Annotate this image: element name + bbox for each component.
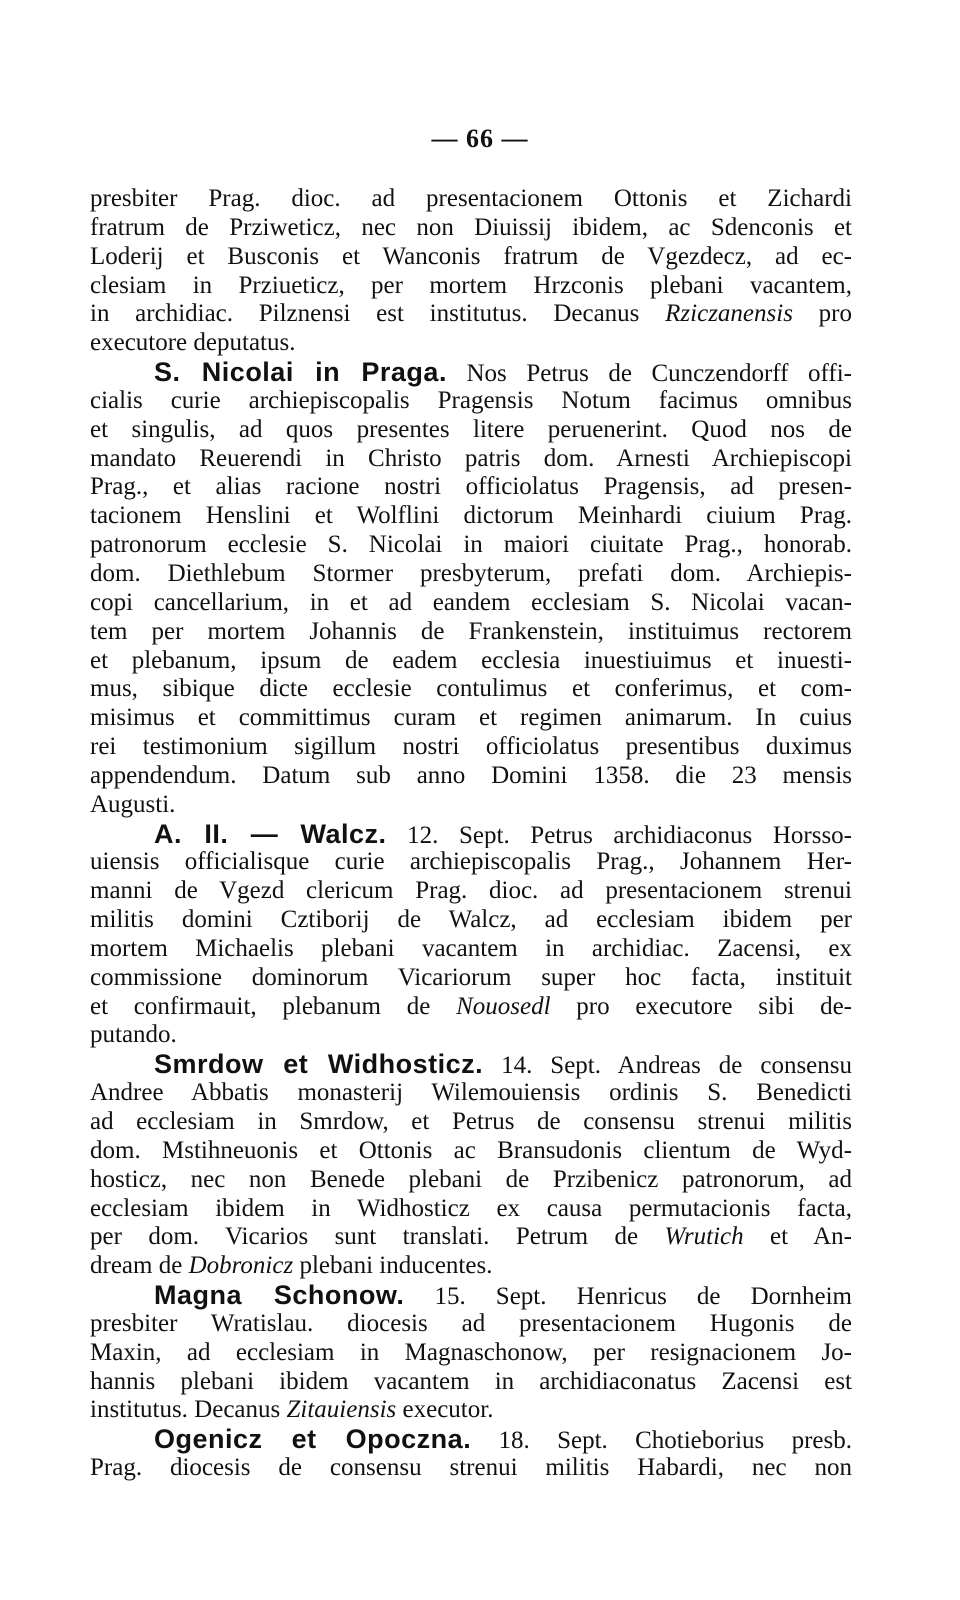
text-line: rei testimonium sigillum nostri officiolatus presentibus duximus — [90, 733, 852, 761]
page-body — [90, 185, 852, 1483]
text-line: copi cancellarium, in et ad eandem ecclesiam S. Nicolai vacan- — [90, 588, 852, 616]
text-line: et plebanum, ipsum de eadem ecclesia inuestiuimus et inuesti- — [90, 646, 852, 674]
text-line: presbiter Wratislau. diocesis ad presentacionem Hugonis de — [90, 1309, 852, 1337]
text-line: tem per mortem Johannis de Frankenstein, instituimus rectorem — [90, 617, 852, 645]
entry-line: A. II. — Walcz. 12. Sept. Petrus archidiaconus Horsso- — [154, 819, 852, 849]
text-line: mus, sibique dicte ecclesie contulimus et conferimus, et com- — [90, 675, 852, 703]
text-line: et singulis, ad quos presentes litere peruenerint. Quod nos de — [90, 415, 852, 443]
text-line: executore deputatus. — [90, 329, 296, 357]
text-line: Loderij et Busconis et Wanconis fratrum de Vgezdecz, ad ec- — [90, 242, 852, 270]
text-line: Andree Abbatis monasterij Wilemouiensis ordinis S. Benedicti — [90, 1079, 852, 1107]
italic-name: Dobronicz — [188, 1252, 294, 1280]
text-line: appendendum. Datum sub anno Domini 1358. die 23 mensis — [90, 761, 852, 789]
text-line: hannis plebani ibidem vacantem in archidiaconatus Zacensi est — [90, 1367, 852, 1395]
page-number: — 66 — — [431, 124, 529, 153]
text-line: dom. Mstihneuonis et Ottonis ac Bransudonis clientum de Wyd- — [90, 1136, 852, 1164]
text-line: Prag., et alias racione nostri officiolatus Pragensis, ad presen- — [90, 473, 852, 501]
text-line: militis domini Cztiborij de Walcz, ad ecclesiam ibidem per — [90, 906, 852, 934]
entry-heading: A. II. — Walcz. — [154, 819, 387, 849]
italic-name: Zitauiensis — [286, 1396, 397, 1424]
entry-heading: Ogenicz et Opoczna. — [154, 1425, 472, 1455]
entry-line: Magna Schonow. 15. Sept. Henricus de Dornheim — [154, 1281, 852, 1310]
text-line: hosticz, nec non Benede plebani de Przibenicz patronorum, ad — [90, 1165, 852, 1193]
text-line: mandato Reuerendi in Christo patris dom. Arnesti Archiepiscopi — [90, 444, 852, 472]
entry-heading: Smrdow et Widhosticz. — [154, 1050, 484, 1080]
entry-heading: Magna Schonow. — [154, 1281, 405, 1310]
text-line: Prag. diocesis de consensu strenui militis Habardi, nec non — [90, 1454, 852, 1482]
text-line: tacionem Henslini et Wolflini dictorum Meinhardi ciuium Prag. — [90, 502, 852, 530]
text-line: dom. Diethlebum Stormer presbyterum, prefati dom. Archiepis- — [90, 559, 852, 587]
text-line: presbiter Prag. dioc. ad presentacionem Ottonis et Zichardi — [90, 185, 852, 212]
text-line: putando. — [90, 1021, 177, 1049]
text-line: institutus. Decanus Zitauiensis executor. — [90, 1396, 494, 1424]
italic-name: Wrutich — [664, 1223, 744, 1251]
text-line: dream de Dobronicz plebani inducentes. — [90, 1252, 493, 1280]
text-line: in archidiac. Pilznensi est institutus. Decanus Rziczanensis pro — [90, 300, 852, 328]
entry-line: S. Nicolai in Praga. Nos Petrus de Cunczendorff offi- — [154, 358, 852, 387]
text-line: patronorum ecclesie S. Nicolai in maiori ciuitate Prag., honorab. — [90, 531, 852, 559]
text-line: manni de Vgezd clericum Prag. dioc. ad presentacionem strenui — [90, 877, 852, 905]
entry-line: Smrdow et Widhosticz. 14. Sept. Andreas de consensu — [154, 1050, 852, 1080]
text-line: commissione dominorum Vicariorum super hoc facta, instituit — [90, 963, 852, 991]
entry-line: Ogenicz et Opoczna. 18. Sept. Chotieborius presb. — [154, 1425, 852, 1455]
text-line: uiensis officialisque curie archiepiscopalis Prag., Johannem Her- — [90, 848, 852, 876]
text-line: ecclesiam ibidem in Widhosticz ex causa permutacionis facta, — [90, 1194, 852, 1222]
text-line: cialis curie archiepiscopalis Pragensis Notum facimus omnibus — [90, 386, 852, 414]
text-line: mortem Michaelis plebani vacantem in archidiac. Zacensi, ex — [90, 934, 852, 962]
entry-heading: S. Nicolai in Praga. — [154, 358, 447, 387]
text-line: clesiam in Prziueticz, per mortem Hrzconis plebani vacantem, — [90, 271, 852, 299]
text-line: ad ecclesiam in Smrdow, et Petrus de consensu strenui militis — [90, 1108, 852, 1135]
text-line: Maxin, ad ecclesiam in Magnaschonow, per resignacionem Jo- — [90, 1338, 852, 1366]
italic-name: Nouosedl — [456, 992, 551, 1020]
italic-name: Rziczanensis — [665, 300, 793, 328]
text-line: per dom. Vicarios sunt translati. Petrum de Wrutich et An- — [90, 1223, 852, 1251]
text-line: fratrum de Prziweticz, nec non Diuissij ibidem, ac Sdenconis et — [90, 213, 852, 241]
text-line: misimus et committimus curam et regimen animarum. In cuius — [90, 704, 852, 732]
text-line: Augusti. — [90, 790, 176, 818]
text-line: et confirmauit, plebanum de Nouosedl pro executore sibi de- — [90, 992, 852, 1020]
